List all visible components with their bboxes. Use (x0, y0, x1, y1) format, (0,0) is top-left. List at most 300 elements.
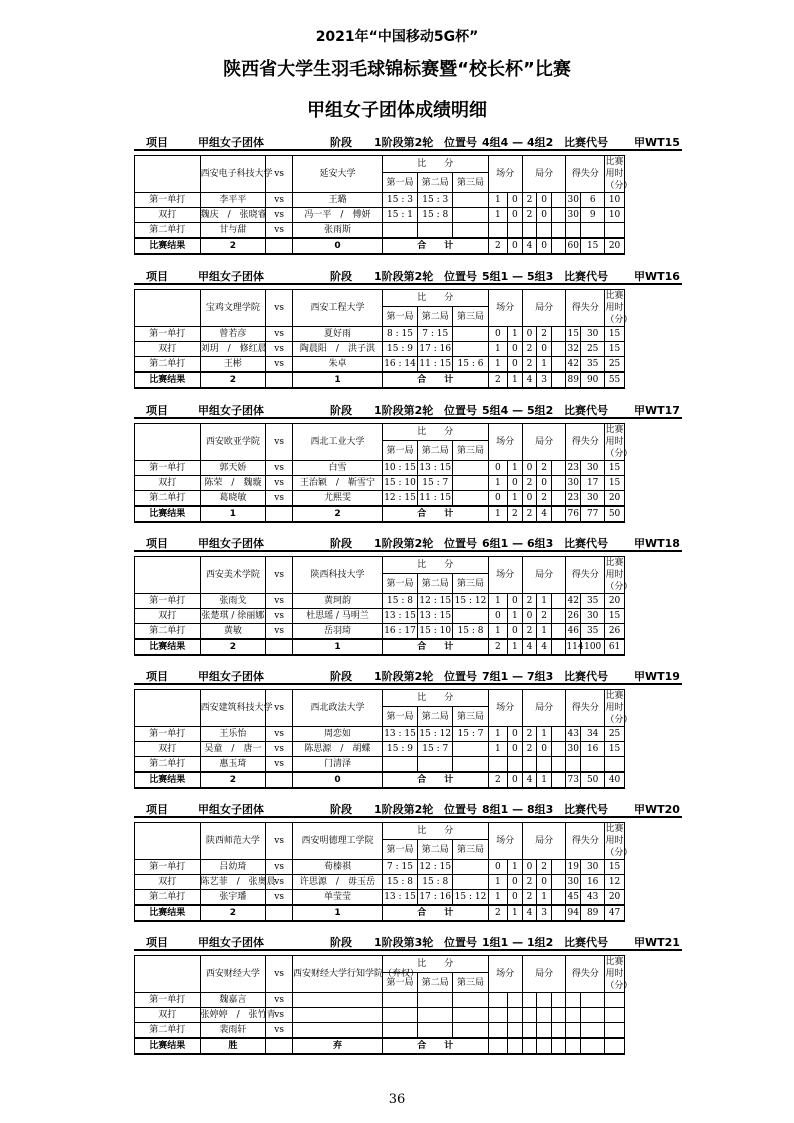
game-3-score: 15 : 7 (453, 727, 488, 742)
game-1-score: 15 : 3 (382, 193, 417, 208)
table-row (135, 624, 682, 640)
points-for: 23 (566, 461, 581, 476)
position-value: 7组1 — 7组3 (482, 670, 554, 683)
duration (605, 1008, 624, 1023)
duration (605, 993, 624, 1008)
game-3-score: 15 : 12 (453, 594, 488, 609)
blank-cell (266, 639, 293, 655)
total-game-points-a: 4 (522, 372, 537, 388)
blank-cell (551, 372, 566, 388)
total-points-against: 89 (581, 905, 605, 921)
total-match-points-a: 2 (488, 905, 507, 921)
row-label: 第二单打 (135, 491, 201, 507)
player-a: 王彬 (200, 357, 266, 373)
match-block (134, 268, 682, 389)
game-1-score: 13 : 15 (382, 609, 417, 624)
game-1-score (382, 993, 417, 1008)
points-for: 30 (566, 193, 581, 208)
match-points-header: 场分 (488, 823, 522, 860)
game-1-score: 13 : 15 (382, 727, 417, 742)
total-points-for: 94 (566, 905, 581, 921)
row-label: 双打 (135, 208, 201, 223)
game-2-header: 第二局 (418, 707, 453, 727)
match-points-header: 场分 (488, 557, 522, 594)
game-points-b: 1 (537, 727, 552, 742)
game-3-header: 第三局 (453, 307, 488, 327)
blank-cell (551, 491, 566, 507)
duration: 15 (605, 476, 624, 491)
game-points-a: 2 (522, 890, 537, 906)
points-for: 30 (566, 208, 581, 223)
team-a-name: 西安建筑科技大学 (200, 690, 266, 727)
result-team-b: 1 (292, 372, 382, 388)
total-game-points-b: 0 (537, 238, 552, 254)
item-value: 甲组女子团体 (198, 936, 264, 949)
match-points-b: 0 (508, 594, 523, 609)
game-3-header: 第三局 (453, 173, 488, 193)
game-2-header: 第二局 (418, 973, 453, 993)
vs-label: vs (266, 875, 293, 890)
match-points-b: 0 (508, 208, 523, 223)
game-points-header: 局分 (522, 557, 566, 594)
team-b-name: 西安工程大学 (292, 290, 382, 327)
points-against (581, 1008, 605, 1023)
row-label: 第二单打 (135, 624, 201, 640)
stage-label: 阶段 (330, 670, 352, 683)
match-points-b: 0 (508, 742, 523, 757)
game-2-score: 17 : 16 (418, 342, 453, 357)
result-team-b: 0 (292, 238, 382, 254)
game-3-header: 第三局 (453, 707, 488, 727)
position-label: 位置号 (444, 936, 477, 949)
game-1-header: 第一局 (382, 307, 417, 327)
game-1-score: 10 : 15 (382, 461, 417, 476)
match-points-b: 1 (508, 491, 523, 507)
blank-cell (551, 193, 566, 208)
game-3-header: 第三局 (453, 840, 488, 860)
match-points-b: 0 (508, 875, 523, 890)
blank-cell (551, 238, 566, 254)
position-value: 6组1 — 6组3 (482, 537, 554, 550)
match-points-a: 1 (488, 727, 507, 742)
match-points-a: 1 (488, 594, 507, 609)
blank-cell (135, 956, 201, 993)
stage-label: 阶段 (330, 803, 352, 816)
game-3-score (453, 1023, 488, 1039)
game-3-score (453, 1008, 488, 1023)
match-block (134, 801, 682, 922)
game-points-a: 2 (522, 476, 537, 491)
player-a: 吕幼琦 (200, 860, 266, 875)
match-points-b: 0 (508, 890, 523, 906)
blank-cell (551, 624, 566, 640)
match-header (134, 134, 682, 151)
title-line-1: 2021年“中国移动5G杯” (315, 29, 479, 45)
result-team-b: 弃 (292, 1038, 382, 1054)
position-value: 1组1 — 1组2 (482, 936, 554, 949)
table-row (135, 890, 682, 906)
points-against: 16 (581, 742, 605, 757)
points-against (581, 993, 605, 1008)
total-game-points-a: 4 (522, 238, 537, 254)
points-for: 43 (566, 727, 581, 742)
match-points-b: 0 (508, 727, 523, 742)
total-match-points-b: 0 (508, 238, 523, 254)
total-match-points-b: 1 (508, 905, 523, 921)
table-row (135, 193, 682, 208)
player-b: 黄珂韵 (292, 594, 382, 609)
player-b (292, 1023, 382, 1039)
total-match-points-a (488, 1038, 507, 1054)
total-match-points-a: 2 (488, 372, 507, 388)
item-label: 项目 (146, 936, 168, 949)
vs-label: vs (266, 193, 293, 208)
row-label: 第一单打 (135, 860, 201, 875)
game-points-b: 2 (537, 327, 552, 342)
vs-label: vs (266, 624, 293, 640)
game-1-score: 15 : 8 (382, 875, 417, 890)
points-for: 30 (566, 742, 581, 757)
player-a: 惠玉琦 (200, 757, 266, 773)
total-match-points-a: 2 (488, 238, 507, 254)
game-1-score: 15 : 8 (382, 594, 417, 609)
team-a-name: 宝鸡文理学院 (200, 290, 266, 327)
stage-value: 1阶段第2轮 (374, 537, 434, 550)
match-table (134, 155, 682, 255)
table-row (135, 342, 682, 357)
duration-header: 比赛用时（分） (605, 425, 633, 459)
table-row (135, 1008, 682, 1023)
table-row (135, 757, 682, 773)
result-row (135, 1038, 682, 1054)
score-header: 比 分 (382, 290, 488, 307)
total-duration (605, 1038, 624, 1054)
duration-header: 比赛用时（分） (605, 824, 633, 858)
vs-label: vs (266, 690, 293, 727)
game-1-header: 第一局 (382, 707, 417, 727)
blank-cell (266, 372, 293, 388)
score-header: 比 分 (382, 690, 488, 707)
total-duration: 47 (605, 905, 624, 921)
match-points-b: 0 (508, 357, 523, 373)
points-for: 23 (566, 491, 581, 507)
duration: 20 (605, 890, 624, 906)
blank-cell (551, 742, 566, 757)
team-a-name: 西安财经大学 (200, 956, 266, 993)
total-game-points-b: 3 (537, 905, 552, 921)
duration: 15 (605, 342, 624, 357)
game-1-score: 12 : 15 (382, 491, 417, 507)
match-points-header: 场分 (488, 690, 522, 727)
match-block (134, 535, 682, 656)
match-code-value: 甲WT17 (634, 404, 680, 417)
match-points-a: 0 (488, 327, 507, 342)
item-label: 项目 (146, 136, 168, 149)
blank-cell (551, 327, 566, 342)
match-points-a: 0 (488, 491, 507, 507)
game-points-b: 1 (537, 357, 552, 373)
row-label: 第二单打 (135, 1023, 201, 1039)
vs-label: vs (266, 156, 293, 193)
points-for: 30 (566, 875, 581, 890)
game-3-score (453, 476, 488, 491)
total-game-points-a: 2 (522, 506, 537, 522)
table-row (135, 742, 682, 757)
blank-cell (266, 238, 293, 254)
blank-cell (266, 905, 293, 921)
points-against (581, 223, 605, 239)
player-a: 魏嘉言 (200, 993, 266, 1008)
player-a: 魏庆 / 张晓睿 (200, 208, 266, 223)
stage-label: 阶段 (330, 404, 352, 417)
stage-value: 1阶段第2轮 (374, 803, 434, 816)
player-a: 曾若彦 (200, 327, 266, 342)
item-value: 甲组女子团体 (198, 136, 264, 149)
player-a: 陈荣 / 魏璇 (200, 476, 266, 491)
duration: 15 (605, 327, 624, 342)
game-2-score: 13 : 15 (418, 609, 453, 624)
duration: 15 (605, 742, 624, 757)
match-header (134, 535, 682, 552)
position-value: 5组1 — 5组3 (482, 270, 554, 283)
game-points-b (537, 757, 552, 773)
game-points-a: 0 (522, 860, 537, 875)
points-for (566, 1008, 581, 1023)
total-match-points-b (508, 1038, 523, 1054)
total-match-points-a: 1 (488, 506, 507, 522)
game-3-header: 第三局 (453, 574, 488, 594)
match-code-value: 甲WT20 (634, 803, 680, 816)
result-label: 比赛结果 (135, 372, 201, 388)
game-3-score (453, 609, 488, 624)
position-value: 5组4 — 5组2 (482, 404, 554, 417)
total-label: 合 计 (382, 372, 488, 388)
points-for (566, 223, 581, 239)
blank-cell (135, 823, 201, 860)
player-a: 甘与甜 (200, 223, 266, 239)
player-a: 李平平 (200, 193, 266, 208)
blank-cell (551, 1038, 566, 1054)
game-3-score (453, 491, 488, 507)
game-2-header: 第二局 (418, 307, 453, 327)
match-points-b (508, 757, 523, 773)
duration (605, 1023, 624, 1039)
stage-label: 阶段 (330, 136, 352, 149)
duration: 12 (605, 875, 624, 890)
match-table (134, 689, 682, 789)
blank-cell (551, 476, 566, 491)
match-code-label: 比赛代号 (564, 404, 608, 417)
match-table (134, 955, 682, 1055)
stage-value: 1阶段第2轮 (374, 404, 434, 417)
game-points-b (537, 1008, 552, 1023)
game-3-header: 第三局 (453, 441, 488, 461)
result-label: 比赛结果 (135, 639, 201, 655)
blank-cell (551, 993, 566, 1008)
table-row (135, 476, 682, 491)
vs-label: vs (266, 461, 293, 476)
total-game-points-b: 4 (537, 639, 552, 655)
total-match-points-b: 1 (508, 372, 523, 388)
total-duration: 20 (605, 238, 624, 254)
total-points-for: 89 (566, 372, 581, 388)
points-against: 16 (581, 875, 605, 890)
result-label: 比赛结果 (135, 772, 201, 788)
item-value: 甲组女子团体 (198, 803, 264, 816)
row-label: 第一单打 (135, 193, 201, 208)
position-label: 位置号 (444, 136, 477, 149)
blank-cell (551, 875, 566, 890)
player-a: 张雨戈 (200, 594, 266, 609)
total-label: 合 计 (382, 506, 488, 522)
match-block (134, 402, 682, 523)
player-a: 黄敏 (200, 624, 266, 640)
team-b-name: 西安财经大学行知学院（弃权） (292, 956, 382, 993)
result-label: 比赛结果 (135, 238, 201, 254)
game-3-score (453, 757, 488, 773)
table-row (135, 727, 682, 742)
total-points-against: 15 (581, 238, 605, 254)
player-a: 刘玥 / 修红晨 (200, 342, 266, 357)
player-b: 张雨斯 (292, 223, 382, 239)
blank-cell (135, 156, 201, 193)
game-2-score: 15 : 3 (418, 193, 453, 208)
points-header: 得失分 (566, 424, 605, 461)
total-match-points-b: 1 (508, 639, 523, 655)
total-game-points-b: 3 (537, 372, 552, 388)
vs-label: vs (266, 290, 293, 327)
total-points-against: 50 (581, 772, 605, 788)
game-3-score (453, 223, 488, 239)
player-b: 尤熙雯 (292, 491, 382, 507)
game-2-score: 15 : 12 (418, 727, 453, 742)
team-b-name: 延安大学 (292, 156, 382, 193)
position-value: 8组1 — 8组3 (482, 803, 554, 816)
game-2-score (418, 223, 453, 239)
blank-cell (551, 506, 566, 522)
player-b: 白雪 (292, 461, 382, 476)
player-b: 单莹莹 (292, 890, 382, 906)
result-team-a: 2 (200, 905, 266, 921)
match-points-a: 1 (488, 624, 507, 640)
match-points-a (488, 1008, 507, 1023)
match-points-a: 1 (488, 342, 507, 357)
player-a: 吴童 / 唐一 (200, 742, 266, 757)
game-3-score (453, 327, 488, 342)
blank-cell (551, 208, 566, 223)
vs-label: vs (266, 742, 293, 757)
vs-label: vs (266, 727, 293, 742)
vs-label: vs (266, 208, 293, 223)
stage-value: 1阶段第2轮 (374, 270, 434, 283)
match-points-a: 1 (488, 890, 507, 906)
game-2-score: 11 : 15 (418, 357, 453, 373)
table-row (135, 594, 682, 609)
table-row (135, 860, 682, 875)
game-2-score: 12 : 15 (418, 594, 453, 609)
result-team-a: 胜 (200, 1038, 266, 1054)
match-points-a: 1 (488, 875, 507, 890)
total-game-points-a: 4 (522, 772, 537, 788)
match-points-b: 0 (508, 476, 523, 491)
vs-label: vs (266, 327, 293, 342)
vs-label: vs (266, 609, 293, 624)
game-2-score (418, 993, 453, 1008)
points-for: 32 (566, 342, 581, 357)
total-points-for: 76 (566, 506, 581, 522)
game-1-header: 第一局 (382, 173, 417, 193)
item-value: 甲组女子团体 (198, 670, 264, 683)
points-against: 30 (581, 491, 605, 507)
row-label: 双打 (135, 875, 201, 890)
match-header (134, 668, 682, 685)
team-b-name: 西北政法大学 (292, 690, 382, 727)
row-label: 第一单打 (135, 461, 201, 476)
item-value: 甲组女子团体 (198, 537, 264, 550)
game-points-b (537, 993, 552, 1008)
game-3-score (453, 208, 488, 223)
game-points-b (537, 223, 552, 239)
match-points-a (488, 223, 507, 239)
row-label: 双打 (135, 609, 201, 624)
game-points-header: 局分 (522, 956, 566, 993)
vs-label: vs (266, 956, 293, 993)
player-a: 张宇璠 (200, 890, 266, 906)
points-against: 17 (581, 476, 605, 491)
duration: 15 (605, 461, 624, 476)
game-2-header: 第二局 (418, 574, 453, 594)
game-3-score (453, 993, 488, 1008)
game-2-score: 15 : 7 (418, 476, 453, 491)
vs-label: vs (266, 890, 293, 906)
match-code-value: 甲WT19 (634, 670, 680, 683)
row-label: 第二单打 (135, 357, 201, 373)
item-label: 项目 (146, 537, 168, 550)
result-team-a: 2 (200, 238, 266, 254)
game-1-score (382, 1023, 417, 1039)
match-points-b: 1 (508, 461, 523, 476)
total-duration: 55 (605, 372, 624, 388)
player-b: 许思源 / 毋玉岳 (292, 875, 382, 890)
game-3-header: 第三局 (453, 973, 488, 993)
total-match-points-a: 2 (488, 772, 507, 788)
player-b (292, 993, 382, 1008)
blank-cell (551, 342, 566, 357)
game-1-header: 第一局 (382, 441, 417, 461)
total-duration: 61 (605, 639, 624, 655)
match-code-label: 比赛代号 (564, 537, 608, 550)
result-row (135, 905, 682, 921)
match-points-header: 场分 (488, 424, 522, 461)
match-points-b: 0 (508, 193, 523, 208)
table-row (135, 875, 682, 890)
result-row (135, 372, 682, 388)
item-label: 项目 (146, 404, 168, 417)
item-value: 甲组女子团体 (198, 404, 264, 417)
points-against: 6 (581, 193, 605, 208)
game-points-b: 1 (537, 890, 552, 906)
points-against: 30 (581, 327, 605, 342)
duration-header: 比赛用时（分） (605, 957, 633, 991)
game-points-b: 2 (537, 461, 552, 476)
blank-cell (551, 905, 566, 921)
position-label: 位置号 (444, 404, 477, 417)
score-header: 比 分 (382, 956, 488, 973)
player-b: 陈思源 / 胡蝶 (292, 742, 382, 757)
total-points-against: 90 (581, 372, 605, 388)
game-1-header: 第一局 (382, 973, 417, 993)
total-duration: 40 (605, 772, 624, 788)
